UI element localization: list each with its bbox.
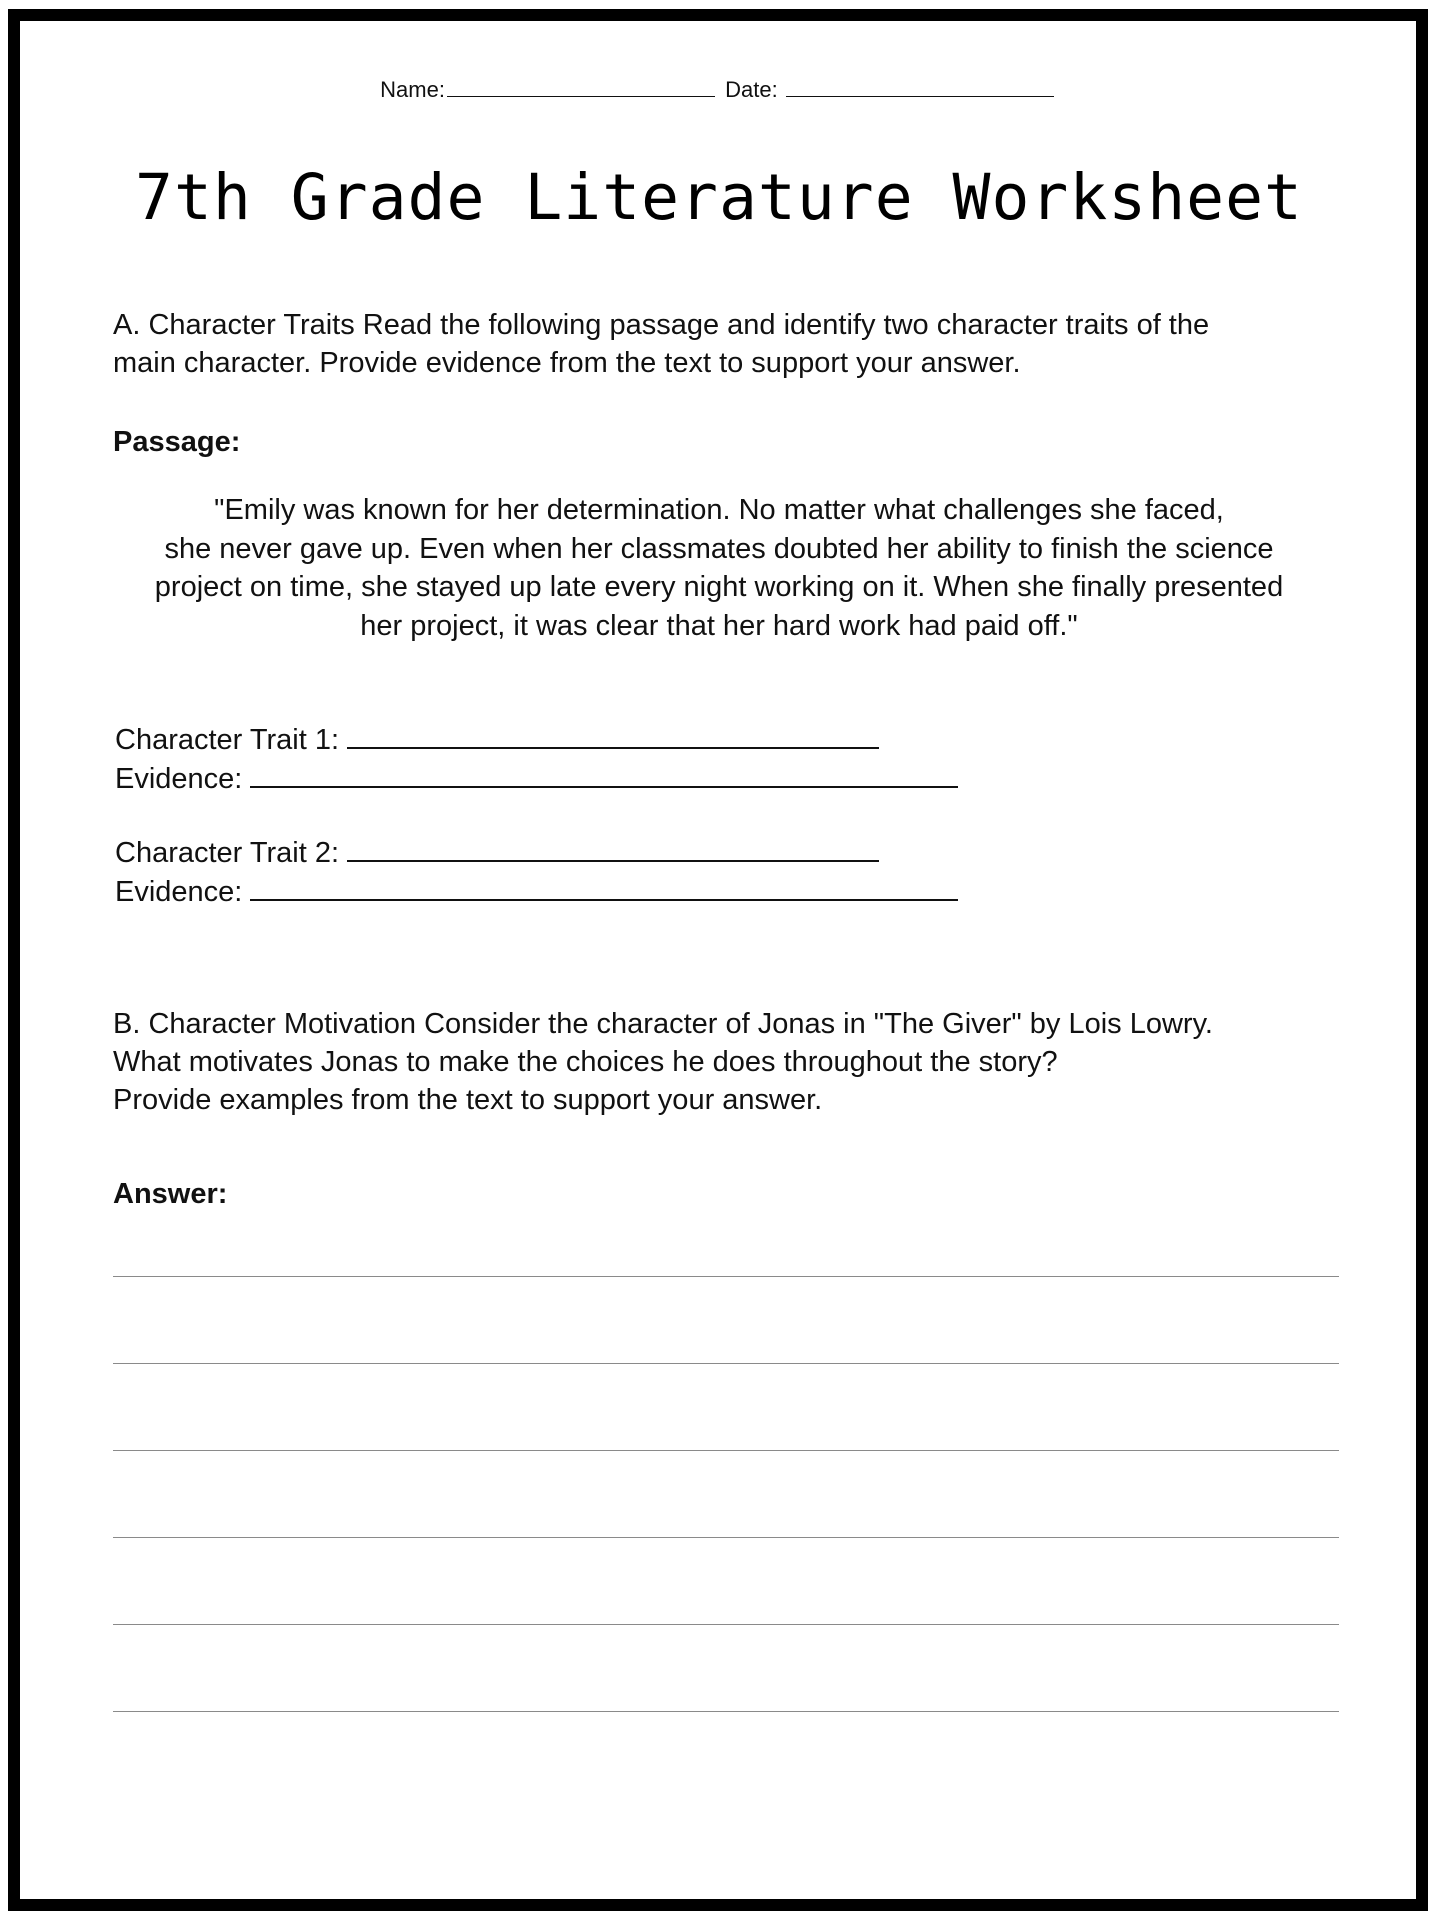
passage-label: Passage: bbox=[113, 426, 241, 458]
date-field[interactable] bbox=[786, 76, 1054, 97]
worksheet-title: 7th Grade Literature Worksheet bbox=[135, 161, 1303, 234]
evidence-1-row bbox=[115, 756, 958, 798]
section-b-prompt-line: Provide examples from the text to support your answer. bbox=[113, 1084, 823, 1116]
passage-line: "Emily was known for her determination. No matter what challenges she faced, bbox=[214, 494, 1224, 526]
section-a-prompt-line: A. Character Traits Read the following passage and identify two character traits of the bbox=[113, 309, 1210, 341]
answer-line[interactable] bbox=[113, 1537, 1339, 1538]
section-a-prompt bbox=[113, 306, 1353, 382]
answer-line[interactable] bbox=[113, 1276, 1339, 1277]
name-label: Name: bbox=[380, 77, 445, 102]
answer-line[interactable] bbox=[113, 1624, 1339, 1625]
section-b-prompt-line: B. Character Motivation Consider the character of Jonas in "The Giver" by Lois Lowry. bbox=[113, 1008, 1213, 1040]
section-b-prompt bbox=[113, 1005, 1353, 1119]
trait-1-row bbox=[115, 717, 879, 759]
answer-line[interactable] bbox=[113, 1711, 1339, 1712]
evidence-2-field[interactable] bbox=[250, 869, 958, 901]
passage-line: her project, it was clear that her hard work had paid off." bbox=[360, 609, 1078, 642]
trait-1-label: Character Trait 1: bbox=[115, 724, 340, 756]
trait-2-field[interactable] bbox=[347, 830, 879, 862]
name-field[interactable] bbox=[447, 76, 715, 97]
name-date-header bbox=[0, 76, 1438, 103]
evidence-1-field[interactable] bbox=[250, 756, 958, 788]
passage-text bbox=[90, 491, 1348, 645]
page-border bbox=[8, 9, 1428, 1911]
answer-label: Answer: bbox=[113, 1178, 228, 1210]
evidence-2-row bbox=[115, 869, 958, 911]
evidence-1-label: Evidence: bbox=[115, 763, 243, 795]
answer-line[interactable] bbox=[113, 1363, 1339, 1364]
trait-2-label: Character Trait 2: bbox=[115, 837, 340, 869]
answer-line[interactable] bbox=[113, 1450, 1339, 1451]
passage-line: project on time, she stayed up late every night working on it. When she finally presented bbox=[154, 571, 1284, 603]
date-label: Date: bbox=[725, 77, 778, 102]
trait-1-field[interactable] bbox=[347, 717, 879, 749]
section-a-prompt-line: main character. Provide evidence from the text to support your answer. bbox=[113, 347, 1021, 379]
section-b-prompt-line: What motivates Jonas to make the choices he does throughout the story? bbox=[113, 1046, 1058, 1078]
evidence-2-label: Evidence: bbox=[115, 876, 243, 908]
trait-2-row bbox=[115, 830, 879, 872]
passage-line: she never gave up. Even when her classmates doubted her ability to finish the science bbox=[164, 532, 1274, 565]
